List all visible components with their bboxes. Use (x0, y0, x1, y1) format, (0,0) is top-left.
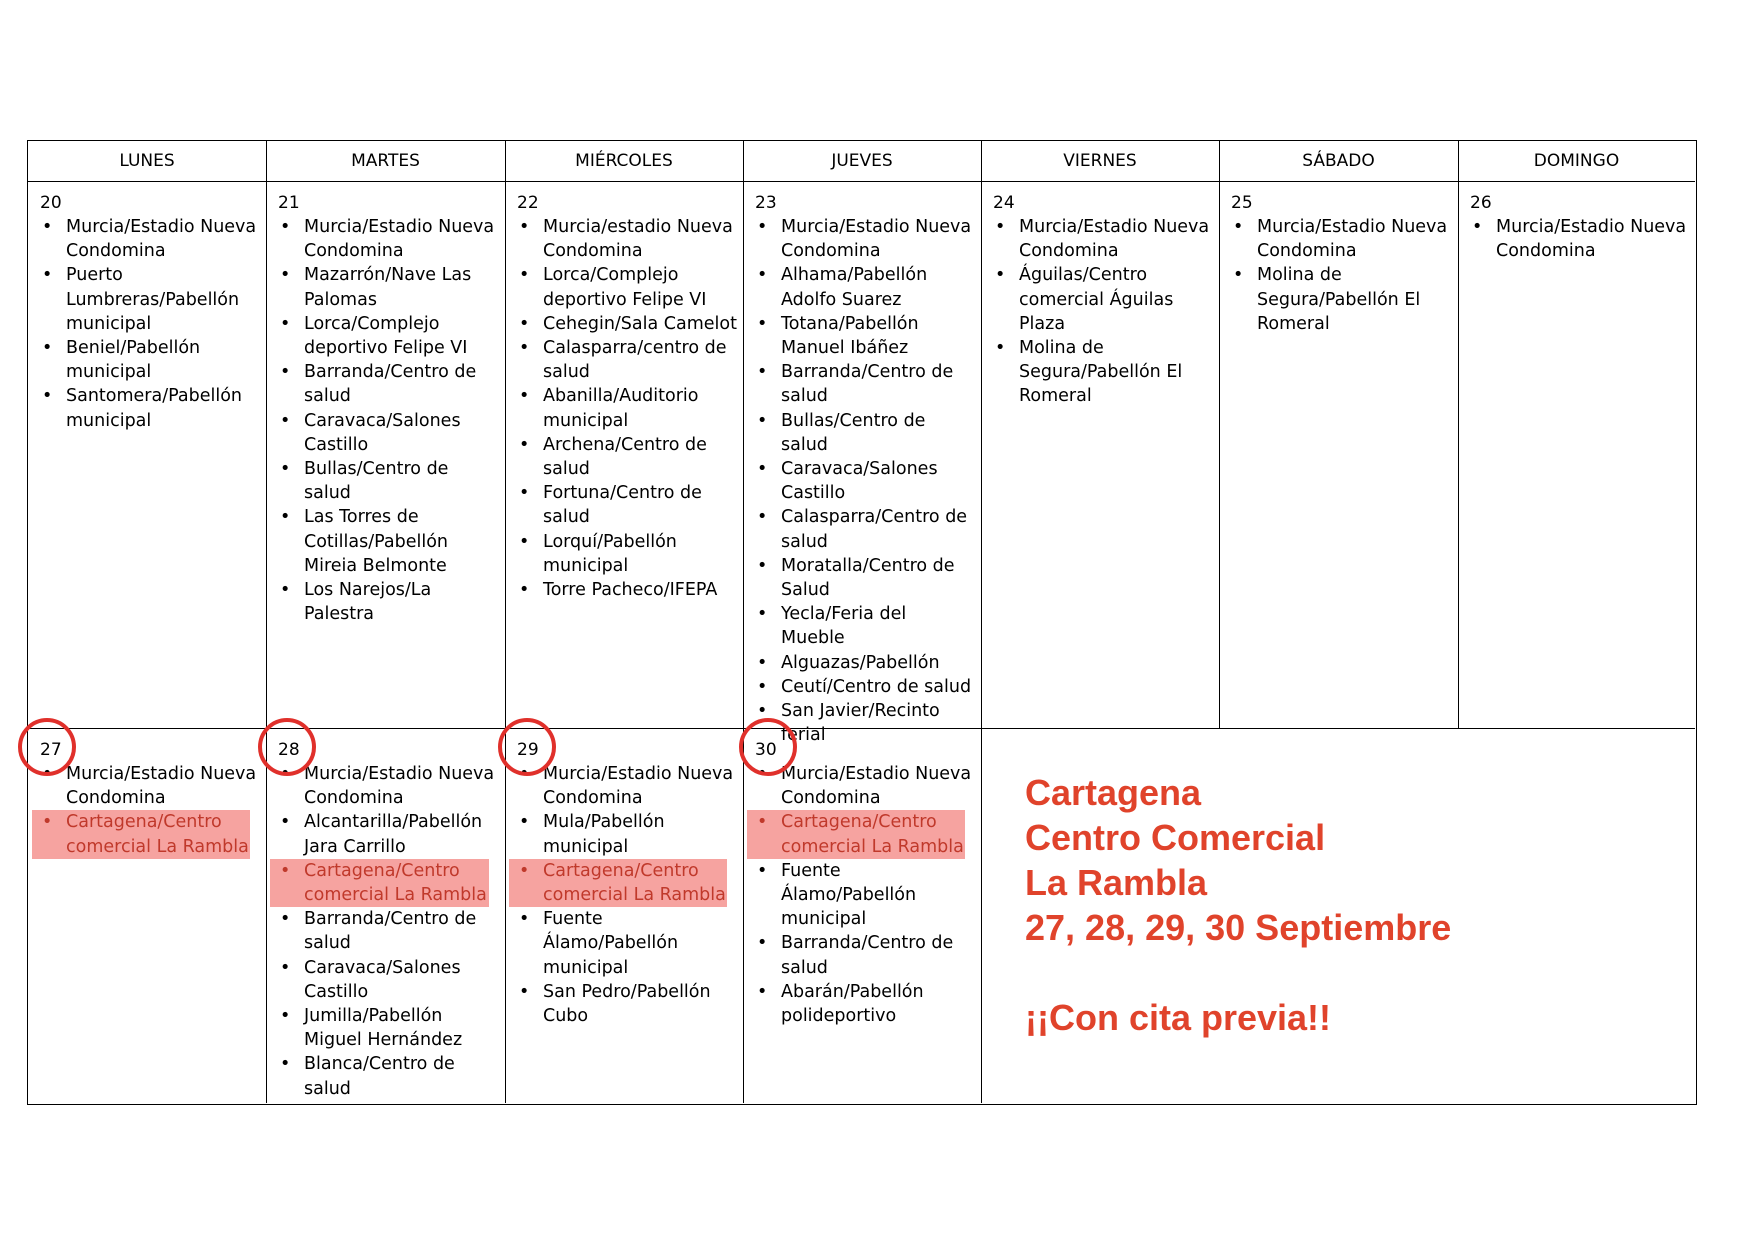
location-item: • Águilas/Centro comercial Águilas Plaza (993, 263, 1213, 336)
highlight-circle-30 (739, 718, 797, 776)
day-header: MARTES (351, 151, 420, 171)
day-cell (743, 730, 981, 1028)
location-item: • Alguazas/Pabellón (755, 651, 975, 675)
location-item: • Murcia/Estadio Nueva Condomina (993, 215, 1213, 263)
location-list (40, 762, 260, 859)
location-item: • Cehegin/Sala Camelot (517, 312, 737, 336)
day-number: 25 (1231, 193, 1253, 213)
location-list (755, 215, 975, 747)
location-item: • Moratalla/Centro de Salud (755, 554, 975, 602)
location-item: • Alcantarilla/Pabellón Jara Carrillo (278, 810, 499, 858)
day-cell (1219, 183, 1458, 336)
location-item: • Murcia/estadio Nueva Condomina (517, 215, 737, 263)
location-item: • Lorquí/Pabellón municipal (517, 530, 737, 578)
location-item: • Santomera/Pabellón municipal (40, 384, 260, 432)
location-item: • Murcia/Estadio Nueva Condomina (1231, 215, 1452, 263)
location-item: • Bullas/Centro de salud (755, 409, 975, 457)
location-item: • Barranda/Centro de salud (278, 360, 499, 408)
day-cell (981, 183, 1219, 409)
promo-dates: 27, 28, 29, 30 Septiembre (1025, 907, 1452, 948)
location-item: • Jumilla/Pabellón Miguel Hernández (278, 1004, 499, 1052)
day-header: SÁBADO (1302, 151, 1375, 171)
location-item: • Murcia/Estadio Nueva Condomina (40, 762, 260, 810)
location-item: • Mazarrón/Nave Las Palomas (278, 263, 499, 311)
day-number: 21 (278, 193, 300, 213)
location-item: • Las Torres de Cotillas/Pabellón Mireia Belmonte (278, 505, 499, 578)
location-item: • Ceutí/Centro de salud (755, 675, 975, 699)
location-list (517, 215, 737, 602)
promo-line: Centro Comercial (1025, 817, 1326, 858)
location-item: • Fortuna/Centro de salud (517, 481, 737, 529)
day-cell (28, 183, 266, 433)
location-item: • Barranda/Centro de salud (278, 907, 499, 955)
location-item: • Bullas/Centro de salud (278, 457, 499, 505)
location-item: • Barranda/Centro de salud (755, 931, 975, 979)
location-item: • Mula/Pabellón municipal (517, 810, 737, 858)
col-divider (981, 141, 982, 1103)
highlight-circle-29 (498, 718, 556, 776)
day-number: 23 (755, 193, 777, 213)
location-item: • Caravaca/Salones Castillo (755, 457, 975, 505)
location-item: • Totana/Pabellón Manuel Ibáñez (755, 312, 975, 360)
location-item: • Caravaca/Salones Castillo (278, 956, 499, 1004)
location-list (278, 762, 499, 1101)
day-header: LUNES (119, 151, 175, 171)
location-item: • Murcia/Estadio Nueva Condomina (40, 215, 260, 263)
location-item: • Fuente Álamo/Pabellón municipal (755, 859, 975, 932)
day-number: 29 (517, 740, 539, 760)
col-divider (743, 141, 744, 1103)
location-item-highlighted: • Cartagena/Centro comercial La Rambla (32, 810, 250, 858)
location-list (40, 215, 260, 433)
location-list (1470, 215, 1689, 263)
location-item: • Murcia/Estadio Nueva Condomina (278, 215, 499, 263)
day-number: 27 (40, 740, 62, 760)
location-item: • Los Narejos/La Palestra (278, 578, 499, 626)
location-list (278, 215, 499, 626)
location-item: • Beniel/Pabellón municipal (40, 336, 260, 384)
location-item: • Murcia/Estadio Nueva Condomina (278, 762, 499, 810)
location-item: • San Javier/Recinto ferial (755, 699, 975, 747)
location-item: • Puerto Lumbreras/Pabellón municipal (40, 263, 260, 336)
location-item: • Murcia/Estadio Nueva Condomina (1470, 215, 1689, 263)
location-item: • Blanca/Centro de salud (278, 1052, 499, 1100)
day-header: MIÉRCOLES (575, 151, 673, 171)
day-cell (266, 183, 505, 626)
promo-line: Cartagena (1025, 772, 1202, 813)
location-item: • Caravaca/Salones Castillo (278, 409, 499, 457)
location-item: • Alhama/Pabellón Adolfo Suarez (755, 263, 975, 311)
day-number: 20 (40, 193, 62, 213)
day-header: JUEVES (831, 151, 893, 171)
location-item: • Murcia/Estadio Nueva Condomina (517, 762, 737, 810)
col-divider (1219, 141, 1220, 729)
promo-appointment-note: ¡¡Con cita previa!! (1025, 997, 1332, 1038)
highlight-circle-27 (18, 718, 76, 776)
promo-text (1025, 770, 1451, 1040)
location-item: • San Pedro/Pabellón Cubo (517, 980, 737, 1028)
location-item: • Calasparra/Centro de salud (755, 505, 975, 553)
location-item: • Calasparra/centro de salud (517, 336, 737, 384)
day-number: 24 (993, 193, 1015, 213)
location-item: • Lorca/Complejo deportivo Felipe VI (278, 312, 499, 360)
promo-line: La Rambla (1025, 862, 1208, 903)
location-list (517, 762, 737, 1028)
location-item-highlighted: • Cartagena/Centro comercial La Rambla (747, 810, 965, 858)
day-cell (266, 730, 505, 1101)
location-item: • Molina de Segura/Pabellón El Romeral (1231, 263, 1452, 336)
header-divider (28, 181, 1695, 182)
day-number: 30 (755, 740, 777, 760)
location-item: • Torre Pacheco/IFEPA (517, 578, 737, 602)
location-item: • Abarán/Pabellón polideportivo (755, 980, 975, 1028)
location-item: • Archena/Centro de salud (517, 433, 737, 481)
col-divider (266, 141, 267, 1103)
day-number: 22 (517, 193, 539, 213)
location-item: • Murcia/Estadio Nueva Condomina (755, 215, 975, 263)
day-cell (505, 730, 743, 1028)
day-number: 26 (1470, 193, 1492, 213)
day-header: VIERNES (1063, 151, 1137, 171)
location-list (993, 215, 1213, 409)
col-divider (505, 141, 506, 1103)
location-list (755, 762, 975, 1028)
location-item-highlighted: • Cartagena/Centro comercial La Rambla (509, 859, 727, 907)
day-cell (743, 183, 981, 747)
day-header: DOMINGO (1533, 151, 1620, 171)
location-item: • Yecla/Feria del Mueble (755, 602, 975, 650)
location-item-highlighted: • Cartagena/Centro comercial La Rambla (270, 859, 489, 907)
location-item: • Lorca/Complejo deportivo Felipe VI (517, 263, 737, 311)
location-item: • Abanilla/Auditorio municipal (517, 384, 737, 432)
location-list (1231, 215, 1452, 336)
location-item: • Barranda/Centro de salud (755, 360, 975, 408)
col-divider (1458, 141, 1459, 729)
location-item: • Murcia/Estadio Nueva Condomina (755, 762, 975, 810)
day-number: 28 (278, 740, 300, 760)
location-item: • Molina de Segura/Pabellón El Romeral (993, 336, 1213, 409)
day-cell (1458, 183, 1695, 263)
highlight-circle-28 (258, 718, 316, 776)
location-item: • Fuente Álamo/Pabellón municipal (517, 907, 737, 980)
day-cell (505, 183, 743, 602)
